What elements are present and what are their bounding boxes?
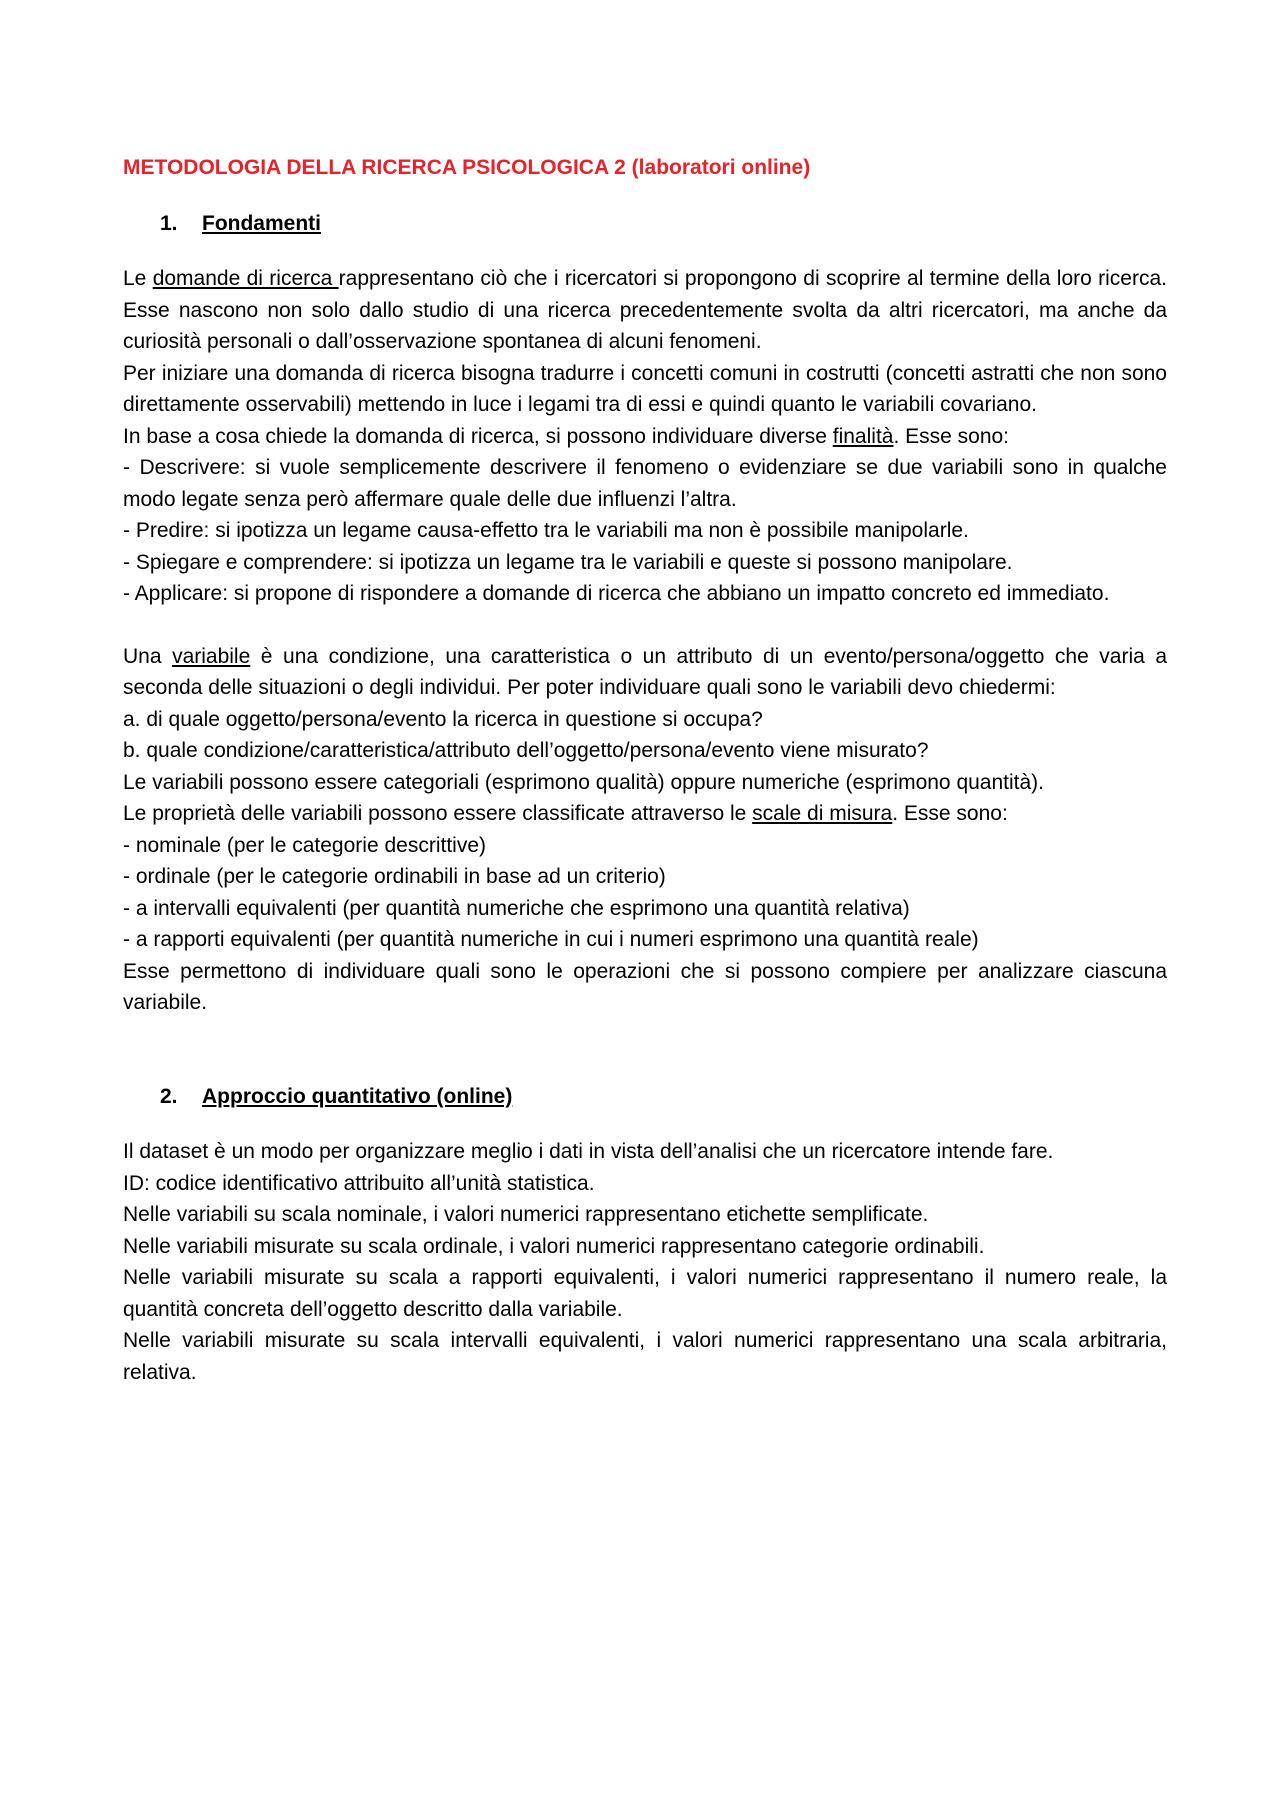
section-heading-approccio-quantitativo: [123, 1081, 1167, 1113]
spacer: [123, 610, 1167, 641]
paragraph-finalita: [123, 421, 1167, 453]
list-item-spiegare: - Spiegare e comprendere: si ipotizza un legame tra le variabili e queste si possono manipolare.: [123, 550, 1013, 574]
text-run: Le proprietà delle variabili possono essere classificate attraverso le: [123, 802, 753, 825]
list-item-predire: - Predire: si ipotizza un legame causa-effetto tra le variabili ma non è possibile manipolarle.: [123, 519, 969, 542]
list-item-ordinale: - ordinale (per le categorie ordinabili in base ad un criterio): [123, 865, 666, 888]
list-item-rapporti: - a rapporti equivalenti (per quantità numeriche in cui i numeri esprimono una quantità reale): [123, 928, 979, 951]
paragraph-scala-nominale: Nelle variabili su scala nominale, i valori numerici rappresentano etichette semplificate.: [123, 1203, 929, 1226]
paragraph-scala-ordinale: Nelle variabili misurate su scala ordinale, i valori numerici rappresentano categorie ordinabili.: [123, 1234, 985, 1258]
text-run: In base a cosa chiede la domanda di ricerca, si possono individuare diverse: [123, 424, 833, 448]
underlined-term: finalità: [832, 424, 894, 448]
underlined-term: variabile: [172, 644, 251, 668]
paragraph-domande-di-ricerca: [123, 263, 1167, 358]
text-run: . Esse sono:: [893, 424, 1010, 448]
list-item-question-a: a. di quale oggetto/persona/evento la ricerca in questione si occupa?: [123, 707, 763, 731]
paragraph-scala-rapporti: Nelle variabili misurate su scala a rapporti equivalenti, i valori numerici rappresentano il numero reale, la quantità concreta dell’oggetto descritto dalla variabile.: [123, 1266, 1167, 1321]
section-title: Approccio quantitativo (online): [202, 1084, 513, 1108]
list-item-question-b: b. quale condizione/caratteristica/attributo dell’oggetto/persona/evento viene misurato?: [123, 739, 929, 762]
paragraph-id: ID: codice identificativo attribuito all’unità statistica.: [123, 1171, 595, 1195]
document-body: [123, 152, 1167, 1388]
underlined-term: domande di ricerca: [152, 267, 339, 290]
text-run: rappresentano ciò che i ricercatori si propongono di scoprire al termine della loro ricerca. Esse nascono non solo dallo studio di una ricerca precedentemente svolta da altri ricercatori, ma anche da curiosità personali o dall’osservazione spontanea di alcuni fenomeni.: [123, 267, 1167, 353]
paragraph-categoriali-numeriche: Le variabili possono essere categoriali (esprimono qualità) oppure numeriche (esprimono quantità).: [123, 770, 1044, 794]
section-number: 1.: [160, 211, 178, 235]
paragraph-scale-di-misura: [123, 798, 1167, 830]
text-run: Le: [123, 267, 153, 290]
document-title: METODOLOGIA DELLA RICERCA PSICOLOGICA 2 (laboratori online): [123, 156, 811, 179]
paragraph-scala-intervalli: Nelle variabili misurate su scala intervalli equivalenti, i valori numerici rappresentano una scala arbitraria, relativa.: [123, 1329, 1167, 1384]
section-heading-fondamenti: [123, 208, 1167, 240]
section-title: Fondamenti: [202, 211, 321, 235]
list-item-nominale: - nominale (per le categorie descrittive): [123, 833, 486, 857]
text-run: . Esse sono:: [892, 802, 1008, 825]
list-item-applicare: - Applicare: si propone di rispondere a domande di ricerca che abbiano un impatto concreto ed immediato.: [123, 582, 1110, 605]
text-run: è una condizione, una caratteristica o un attributo di un evento/persona/oggetto che varia a seconda delle situazioni o degli individui. Per poter individuare quali sono le variabili devo chiedermi:: [123, 644, 1167, 699]
text-run: Una: [123, 644, 173, 668]
paragraph-costrutti: Per iniziare una domanda di ricerca bisogna tradurre i concetti comuni in costrutti (concetti astratti che non sono direttamente osservabili) mettendo in luce i legami tra di essi e quindi quanto le variabili covariano.: [123, 361, 1167, 416]
list-item-descrivere: - Descrivere: si vuole semplicemente descrivere il fenomeno o evidenziare se due variabili sono in qualche modo legate senza però affermare quale delle due influenzi l’altra.: [123, 456, 1167, 511]
spacer: [123, 1019, 1167, 1081]
paragraph-variabile: [123, 641, 1167, 704]
paragraph-operazioni: Esse permettono di individuare quali sono le operazioni che si possono compiere per analizzare ciascuna variabile.: [123, 959, 1167, 1014]
list-item-intervalli: - a intervalli equivalenti (per quantità numeriche che esprimono una quantità relativa): [123, 896, 910, 920]
paragraph-dataset: Il dataset è un modo per organizzare meglio i dati in vista dell’analisi che un ricercatore intende fare.: [123, 1140, 1054, 1163]
underlined-term: scale di misura: [752, 802, 893, 825]
section-number: 2.: [160, 1084, 178, 1108]
